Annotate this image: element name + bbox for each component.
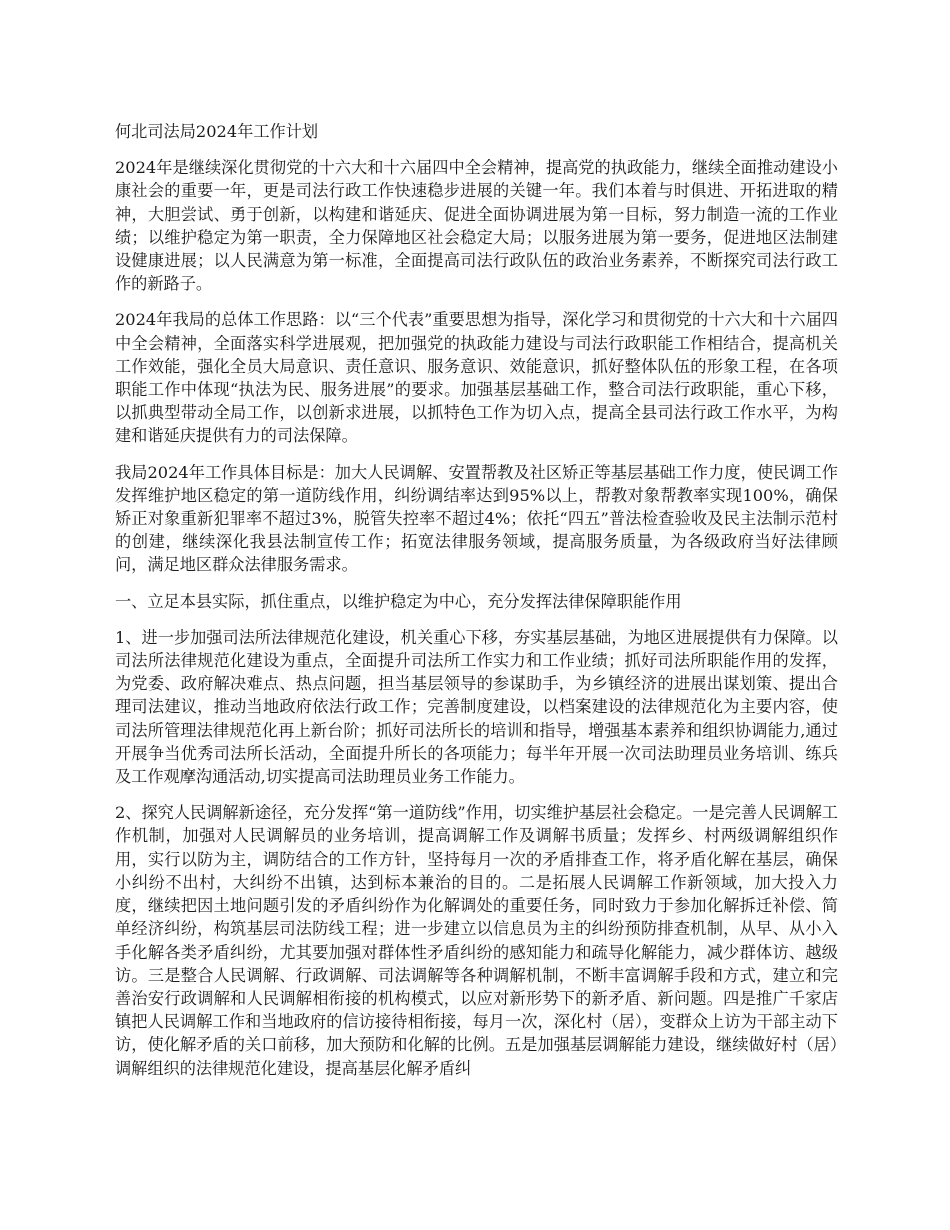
section-heading-one: 一、立足本县实际，抓住重点，以维护稳定为中心，充分发挥法律保障职能作用: [115, 591, 682, 611]
document-page: [115, 120, 838, 1093]
paragraph-intro: 2024年是继续深化贯彻党的十六大和十六届四中全会精神，提高党的执政能力，继续全面推动建设小康社会的重要一年，更是司法行政工作快速稳步进展的关键一年。我们本着与时俱进、开拓进取的精神，大胆尝试、勇于创新，以构建和谐延庆、促进全面协调进展为第一目标，努力制造一流的工作业绩；以维护稳定为第一职责，全力保障地区社会稳定大局；以服务进展为第一要务，促进地区法制建设健康进展；以人民满意为第一标准，全面提高司法行政队伍的政治业务素养，不断探究司法行政工作的新路子。: [115, 158, 838, 294]
paragraph-overall-approach: 2024年我局的总体工作思路：以“三个代表”重要思想为指导，深化学习和贯彻党的十六大和十六届四中全会精神，全面落实科学进展观，把加强党的执政能力建设与司法行政职能工作相结合，提高机关工作效能，强化全员大局意识、责任意识、服务意识、效能意识，抓好整体队伍的形象工程，在各项职能工作中体现“执法为民、服务进展”的要求。加强基层基础工作，整合司法行政职能，重心下移，以抓典型带动全局工作，以创新求进展，以抓特色工作为切入点，提高全县司法行政工作水平，为构建和谐延庆提供有力的司法保障。: [115, 310, 838, 446]
paragraph-specific-goals: 我局2024年工作具体目标是：加大人民调解、安置帮教及社区矫正等基层基础工作力度，使民调工作发挥维护地区稳定的第一道防线作用，纠纷调结率达到95%以上，帮教对象帮教率实现100%，确保矫正对象重新犯罪率不超过3%，脱管失控率不超过4%；依托“四五”普法检查验收及民主法制示范村的创建，继续深化我县法制宣传工作；拓宽法律服务领域，提高服务质量，为各级政府当好法律顾问，满足地区群众法律服务需求。: [115, 462, 838, 575]
paragraph-item-two: 2、探究人民调解新途径，充分发挥“第一道防线”作用，切实维护基层社会稳定。一是完善人民调解工作机制，加强对人民调解员的业务培训，提高调解工作及调解书质量；发挥乡、村两级调解组织作用，实行以防为主，调防结合的工作方针，坚持每月一次的矛盾排查工作，将矛盾化解在基层，确保小纠纷不出村，大纠纷不出镇，达到标本兼治的目的。二是拓展人民调解工作新领域，加大投入力度，继续把因土地问题引发的矛盾纠纷作为化解调处的重要任务，同时致力于参加化解拆迁补偿、简单经济纠纷，构筑基层司法防线工程；进一步建立以信息员为主的纠纷预防排查机制，从早、从小入手化解各类矛盾纠纷，尤其要加强对群体性矛盾纠纷的感知能力和疏导化解能力，减少群体访、越级访。三是整合人民调解、行政调解、司法调解等各种调解机制，不断丰富调解手段和方式，建立和完善治安行政调解和人民调解相衔接的机构模式，以应对新形势下的新矛盾、新问题。四是推广千家店镇把人民调解工作和当地政府的信访接待相衔接，每月一次，深化村（居），变群众上访为干部主动下访，使化解矛盾的关口前移，加大预防和化解的比例。五是加强基层调解能力建设，继续做好村（居）调解组织的法律规范化建设，提高基层化解矛盾纠: [115, 803, 838, 1078]
paragraph-item-one: 1、进一步加强司法所法律规范化建设，机关重心下移，夯实基层基础，为地区进展提供有力保障。以司法所法律规范化建设为重点，全面提升司法所工作实力和工作业绩；抓好司法所职能作用的发挥，为党委、政府解决难点、热点问题，担当基层领导的参谋助手，为乡镇经济的进展出谋划策、提出合理司法建议，推动当地政府依法行政工作；完善制度建设，以档案建设的法律规范化为主要内容，使司法所管理法律规范化再上新台阶；抓好司法所长的培训和指导，增强基本素养和组织协调能力,通过开展争当优秀司法所长活动，全面提升所长的各项能力；每半年开展一次司法助理员业务培训、练兵及工作观摩沟通活动,切实提高司法助理员业务工作能力。: [115, 627, 838, 787]
document-title: 何北司法局2024年工作计划: [115, 122, 319, 141]
